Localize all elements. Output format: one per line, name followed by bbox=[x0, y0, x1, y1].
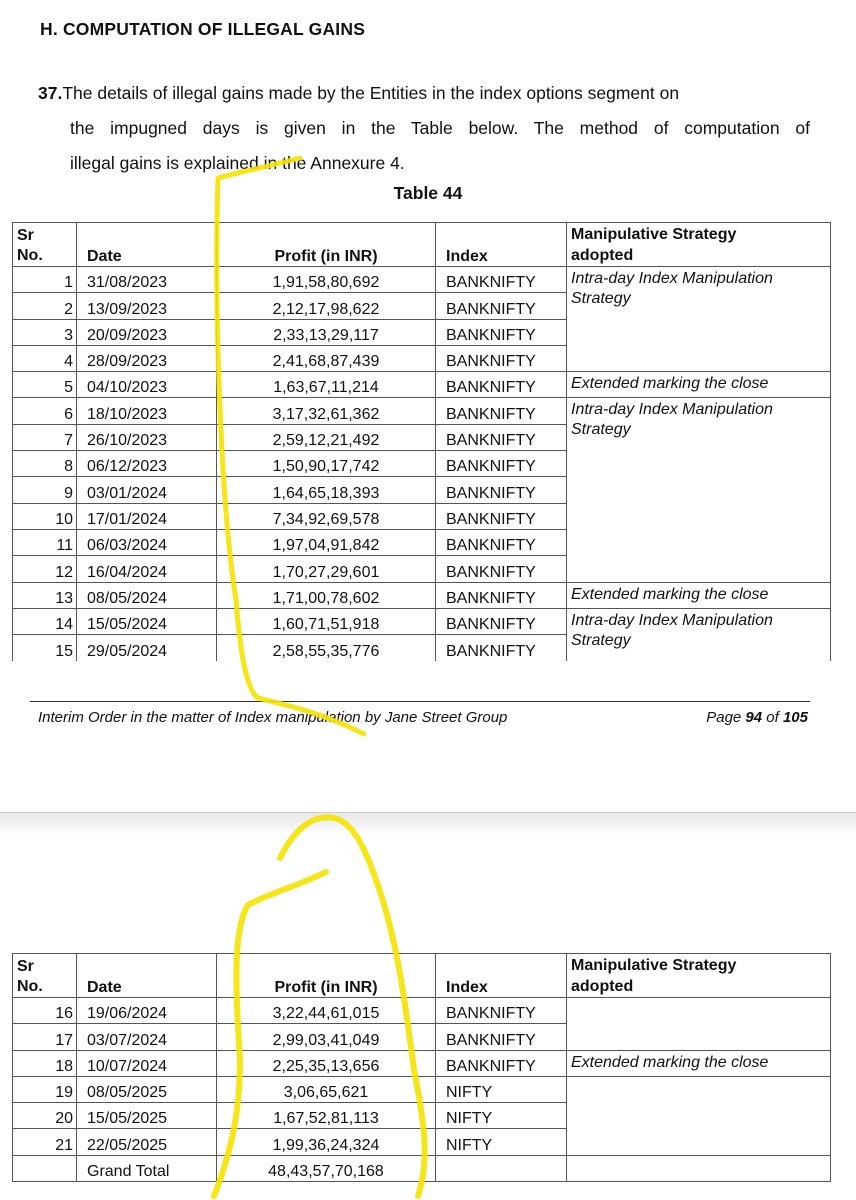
header-index: Index bbox=[436, 954, 567, 998]
header-strategy: Manipulative Strategy adopted bbox=[567, 223, 831, 267]
sr-cell: 5 bbox=[13, 372, 77, 398]
grand-total-value: 48,43,57,70,168 bbox=[217, 1155, 436, 1181]
profit-cell: 1,91,58,80,692 bbox=[217, 267, 436, 293]
sr-cell: 10 bbox=[13, 503, 77, 529]
sr-cell: 14 bbox=[13, 608, 77, 634]
paragraph-number: 37. bbox=[38, 83, 63, 103]
sr-cell: 11 bbox=[13, 529, 77, 555]
table-title: Table 44 bbox=[393, 183, 463, 203]
profit-cell: 2,59,12,21,492 bbox=[217, 424, 436, 450]
sr-cell: 8 bbox=[13, 451, 77, 477]
header-strategy: Manipulative Strategy adopted bbox=[567, 954, 831, 998]
date-cell: 31/08/2023 bbox=[77, 267, 217, 293]
sr-cell: 9 bbox=[13, 477, 77, 503]
date-cell: 17/01/2024 bbox=[77, 503, 217, 529]
sr-cell: 18 bbox=[13, 1050, 77, 1076]
index-cell: BANKNIFTY bbox=[436, 529, 567, 555]
sr-cell: 1 bbox=[13, 267, 77, 293]
section-heading: H. COMPUTATION OF ILLEGAL GAINS bbox=[40, 19, 366, 39]
grand-total-empty bbox=[567, 1155, 831, 1181]
profit-cell: 1,97,04,91,842 bbox=[217, 529, 436, 555]
date-cell: 26/10/2023 bbox=[77, 424, 217, 450]
header-index: Index bbox=[436, 223, 567, 267]
grand-total-label: Grand Total bbox=[77, 1155, 217, 1181]
date-cell: 18/10/2023 bbox=[77, 398, 217, 424]
date-cell: 13/09/2023 bbox=[77, 293, 217, 319]
footer-rule bbox=[30, 701, 810, 702]
page-footer bbox=[38, 709, 808, 726]
profit-cell: 3,22,44,61,015 bbox=[217, 998, 436, 1024]
profit-cell: 1,64,65,18,393 bbox=[217, 477, 436, 503]
index-cell: BANKNIFTY bbox=[436, 345, 567, 371]
header-sr-no: Sr No. bbox=[13, 223, 77, 267]
profit-cell: 1,63,67,11,214 bbox=[217, 372, 436, 398]
sr-cell: 13 bbox=[13, 582, 77, 608]
date-cell: 06/03/2024 bbox=[77, 529, 217, 555]
index-cell: BANKNIFTY bbox=[436, 998, 567, 1024]
date-cell: 08/05/2024 bbox=[77, 582, 217, 608]
index-cell: BANKNIFTY bbox=[436, 267, 567, 293]
date-cell: 15/05/2024 bbox=[77, 608, 217, 634]
sr-cell: 21 bbox=[13, 1129, 77, 1155]
profit-cell: 1,70,27,29,601 bbox=[217, 556, 436, 582]
grand-total-empty bbox=[436, 1155, 567, 1181]
index-cell: BANKNIFTY bbox=[436, 1050, 567, 1076]
profit-cell: 2,58,55,35,776 bbox=[217, 635, 436, 661]
profit-cell: 7,34,92,69,578 bbox=[217, 503, 436, 529]
profit-cell: 2,99,03,41,049 bbox=[217, 1024, 436, 1050]
header-sr-no: Sr No. bbox=[13, 954, 77, 998]
table-row bbox=[13, 608, 831, 634]
header-profit: Profit (in INR) bbox=[217, 954, 436, 998]
strategy-cell bbox=[567, 1076, 831, 1155]
index-cell: BANKNIFTY bbox=[436, 398, 567, 424]
profit-cell: 1,71,00,78,602 bbox=[217, 582, 436, 608]
paragraph-37 bbox=[38, 76, 810, 181]
index-cell: BANKNIFTY bbox=[436, 1024, 567, 1050]
date-cell: 03/01/2024 bbox=[77, 477, 217, 503]
table-row bbox=[13, 1076, 831, 1102]
index-cell: BANKNIFTY bbox=[436, 451, 567, 477]
table-row bbox=[13, 582, 831, 608]
index-cell: BANKNIFTY bbox=[436, 424, 567, 450]
index-cell: BANKNIFTY bbox=[436, 635, 567, 661]
sr-cell: 4 bbox=[13, 345, 77, 371]
strategy-cell: Extended marking the close bbox=[567, 372, 831, 398]
profit-cell: 3,06,65,621 bbox=[217, 1076, 436, 1102]
table-row bbox=[13, 398, 831, 424]
profit-cell: 1,50,90,17,742 bbox=[217, 451, 436, 477]
grand-total-empty bbox=[13, 1155, 77, 1181]
index-cell: BANKNIFTY bbox=[436, 372, 567, 398]
strategy-cell: Intra-day Index Manipulation Strategy bbox=[567, 398, 831, 582]
sr-cell: 17 bbox=[13, 1024, 77, 1050]
date-cell: 03/07/2024 bbox=[77, 1024, 217, 1050]
paragraph-line-1: The details of illegal gains made by the Entities in the index options segment on bbox=[62, 83, 680, 103]
sr-cell: 6 bbox=[13, 398, 77, 424]
index-cell: NIFTY bbox=[436, 1076, 567, 1102]
date-cell: 20/09/2023 bbox=[77, 319, 217, 345]
sr-cell: 12 bbox=[13, 556, 77, 582]
header-date: Date bbox=[77, 954, 217, 998]
strategy-cell bbox=[567, 998, 831, 1051]
index-cell: BANKNIFTY bbox=[436, 293, 567, 319]
date-cell: 22/05/2025 bbox=[77, 1129, 217, 1155]
date-cell: 15/05/2025 bbox=[77, 1103, 217, 1129]
sr-cell: 15 bbox=[13, 635, 77, 661]
profit-cell: 2,12,17,98,622 bbox=[217, 293, 436, 319]
index-cell: BANKNIFTY bbox=[436, 319, 567, 345]
sr-cell: 7 bbox=[13, 424, 77, 450]
strategy-cell: Extended marking the close bbox=[567, 582, 831, 608]
profit-cell: 2,41,68,87,439 bbox=[217, 345, 436, 371]
index-cell: BANKNIFTY bbox=[436, 608, 567, 634]
sr-cell: 2 bbox=[13, 293, 77, 319]
table-row bbox=[13, 267, 831, 293]
header-profit: Profit (in INR) bbox=[217, 223, 436, 267]
table-row bbox=[13, 372, 831, 398]
sr-cell: 20 bbox=[13, 1103, 77, 1129]
table-row bbox=[13, 1050, 831, 1076]
profit-cell: 1,60,71,51,918 bbox=[217, 608, 436, 634]
index-cell: BANKNIFTY bbox=[436, 556, 567, 582]
profit-cell: 1,99,36,24,324 bbox=[217, 1129, 436, 1155]
profit-cell: 1,67,52,81,113 bbox=[217, 1103, 436, 1129]
paragraph-line-3: illegal gains is explained in the Annexure 4. bbox=[70, 153, 405, 173]
date-cell: 28/09/2023 bbox=[77, 345, 217, 371]
date-cell: 29/05/2024 bbox=[77, 635, 217, 661]
date-cell: 19/06/2024 bbox=[77, 998, 217, 1024]
index-cell: BANKNIFTY bbox=[436, 503, 567, 529]
strategy-cell: Intra-day Index Manipulation Strategy bbox=[567, 267, 831, 372]
date-cell: 16/04/2024 bbox=[77, 556, 217, 582]
index-cell: BANKNIFTY bbox=[436, 477, 567, 503]
table-row bbox=[13, 998, 831, 1024]
index-cell: NIFTY bbox=[436, 1103, 567, 1129]
index-cell: BANKNIFTY bbox=[436, 582, 567, 608]
paragraph-line-2: the impugned days is given in the Table below. The method of computation of bbox=[70, 118, 810, 138]
date-cell: 06/12/2023 bbox=[77, 451, 217, 477]
date-cell: 10/07/2024 bbox=[77, 1050, 217, 1076]
profit-cell: 3,17,32,61,362 bbox=[217, 398, 436, 424]
profit-cell: 2,33,13,29,117 bbox=[217, 319, 436, 345]
strategy-cell: Extended marking the close bbox=[567, 1050, 831, 1076]
gains-table-part-2 bbox=[12, 953, 831, 1182]
footer-title: Interim Order in the matter of Index manipulation by Jane Street Group bbox=[38, 709, 508, 726]
sr-cell: 3 bbox=[13, 319, 77, 345]
sr-cell: 19 bbox=[13, 1076, 77, 1102]
grand-total-row bbox=[13, 1155, 831, 1181]
strategy-cell: Intra-day Index Manipulation Strategy bbox=[567, 608, 831, 661]
index-cell: NIFTY bbox=[436, 1129, 567, 1155]
date-cell: 08/05/2025 bbox=[77, 1076, 217, 1102]
page-break bbox=[0, 812, 856, 834]
header-date: Date bbox=[77, 223, 217, 267]
gains-table-part-1 bbox=[12, 222, 831, 661]
footer-page-number: Page 94 of 105 bbox=[706, 709, 808, 726]
sr-cell: 16 bbox=[13, 998, 77, 1024]
date-cell: 04/10/2023 bbox=[77, 372, 217, 398]
profit-cell: 2,25,35,13,656 bbox=[217, 1050, 436, 1076]
